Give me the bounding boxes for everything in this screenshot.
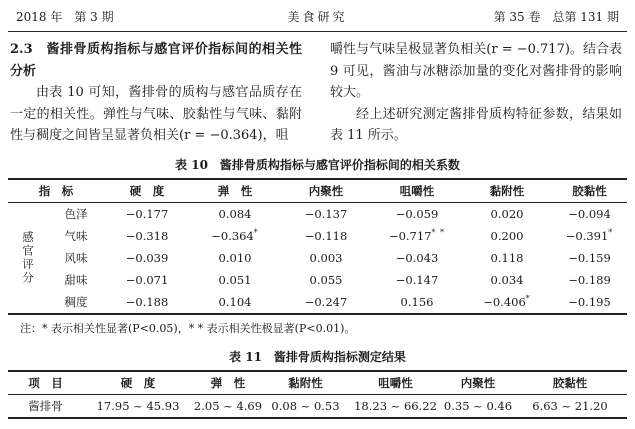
value-cell: 17.95 ~ 45.93 xyxy=(96,398,180,413)
table10 xyxy=(8,178,627,315)
value-cell: 0.118 xyxy=(490,250,524,265)
table11-header-row xyxy=(8,371,627,395)
value-cell: −0.406* xyxy=(483,294,531,309)
value-cell: 0.003 xyxy=(309,250,343,265)
table-row xyxy=(8,225,627,247)
header-journal-title: 美食研究 xyxy=(287,10,348,24)
header-volume: 第 35 卷 总第 131 期 xyxy=(493,10,619,24)
value-cell: −0.159 xyxy=(568,250,611,265)
paragraph-left: 由表 10 可知，酱排骨的质构与感官品质存在一定的相关性。弹性与气味、胶黏性与气味、黏附性与稠度之间皆呈显著负相关(r = −0.364)，咀 xyxy=(10,85,302,143)
significance-marker: * xyxy=(525,294,531,304)
value-cell: −0.364* xyxy=(211,228,259,243)
value-cell: −0.043 xyxy=(395,250,439,265)
row-label: 风味 xyxy=(64,250,88,265)
value-cell: 0.020 xyxy=(490,206,524,221)
column-header: 黏附性 xyxy=(263,371,348,395)
significance-marker: * xyxy=(608,228,614,238)
value-cell: −0.247 xyxy=(304,294,348,309)
table11-title: 表 11 酱排骨质构指标测定结果 xyxy=(229,349,406,364)
value-cell: −0.391* xyxy=(565,228,614,243)
value-cell: 2.05 ~ 4.69 xyxy=(193,398,263,413)
paragraph-right-2: 经上述研究测定酱排骨质构特征参数，结果如表 11 所示。 xyxy=(330,106,622,143)
row-label: 酱排骨 xyxy=(28,398,63,413)
table11-section xyxy=(8,348,627,419)
table11 xyxy=(8,370,627,419)
column-header: 弹 性 xyxy=(193,371,263,395)
significance-marker: * xyxy=(253,228,259,238)
column-header: 弹 性 xyxy=(190,179,280,203)
table-row xyxy=(8,394,627,418)
value-cell: −0.071 xyxy=(125,272,169,287)
left-column xyxy=(10,39,302,147)
value-cell: −0.147 xyxy=(395,272,439,287)
value-cell: 0.084 xyxy=(218,206,252,221)
table-row xyxy=(8,291,627,314)
section-heading: 2.3 酱排骨质构指标与感官评价指标间的相关性分析 xyxy=(10,42,302,79)
page-header xyxy=(8,5,627,32)
value-cell: −0.059 xyxy=(395,206,439,221)
right-column xyxy=(330,39,622,147)
value-cell: −0.177 xyxy=(125,206,169,221)
table-row xyxy=(8,247,627,269)
value-cell: 0.200 xyxy=(490,228,524,243)
table10-title: 表 10 酱排骨质构指标与感官评价指标间的相关系数 xyxy=(175,157,460,172)
value-cell: 0.08 ~ 0.53 xyxy=(271,398,340,413)
significance-marker: * * xyxy=(431,228,446,238)
column-header: 项 目 xyxy=(8,371,83,395)
column-header: 黏附性 xyxy=(462,179,552,203)
column-header: 硬 度 xyxy=(104,179,190,203)
row-group-label: 感官评分 xyxy=(21,230,35,285)
body-columns xyxy=(8,32,627,147)
value-cell: −0.318 xyxy=(125,228,169,243)
value-cell: 0.156 xyxy=(400,294,434,309)
value-cell: 0.051 xyxy=(218,272,252,287)
row-label: 色泽 xyxy=(64,206,88,221)
row-label: 气味 xyxy=(64,228,88,243)
value-cell: 0.034 xyxy=(490,272,524,287)
value-cell: −0.137 xyxy=(304,206,348,221)
value-cell: −0.188 xyxy=(125,294,169,309)
column-header: 内聚性 xyxy=(280,179,372,203)
value-cell: 0.010 xyxy=(218,250,252,265)
column-header: 胶黏性 xyxy=(513,371,627,395)
value-cell: −0.039 xyxy=(125,250,169,265)
value-cell: −0.195 xyxy=(568,294,611,309)
table-row xyxy=(8,269,627,291)
column-header: 咀嚼性 xyxy=(372,179,462,203)
value-cell: −0.717* * xyxy=(388,228,446,243)
value-cell: 6.63 ~ 21.20 xyxy=(532,398,608,413)
column-header: 胶黏性 xyxy=(552,179,627,203)
paragraph-right-1: 嚼性与气味呈极显著负相关(r = −0.717)。结合表 9 可见，酱油与冰糖添加量的变化对酱排骨的影响较大。 xyxy=(330,42,622,100)
column-header: 硬 度 xyxy=(83,371,193,395)
value-cell: 0.35 ~ 0.46 xyxy=(443,398,513,413)
row-label: 稠度 xyxy=(64,294,88,309)
header-issue: 2018 年 第 3 期 xyxy=(16,10,114,24)
value-cell: 18.23 ~ 66.22 xyxy=(354,398,437,413)
value-cell: 0.104 xyxy=(218,294,252,309)
table10-note: 注：* 表示相关性显著(P<0.05)，* * 表示相关性极显著(P<0.01)。 xyxy=(20,321,356,335)
value-cell: −0.118 xyxy=(304,228,348,243)
table10-header-row xyxy=(8,179,627,203)
row-label: 甜味 xyxy=(64,272,88,287)
column-header: 指 标 xyxy=(8,179,104,203)
table-row xyxy=(8,202,627,225)
value-cell: −0.189 xyxy=(568,272,611,287)
value-cell: −0.094 xyxy=(568,206,611,221)
column-header: 内聚性 xyxy=(443,371,513,395)
value-cell: 0.055 xyxy=(309,272,343,287)
column-header: 咀嚼性 xyxy=(348,371,443,395)
